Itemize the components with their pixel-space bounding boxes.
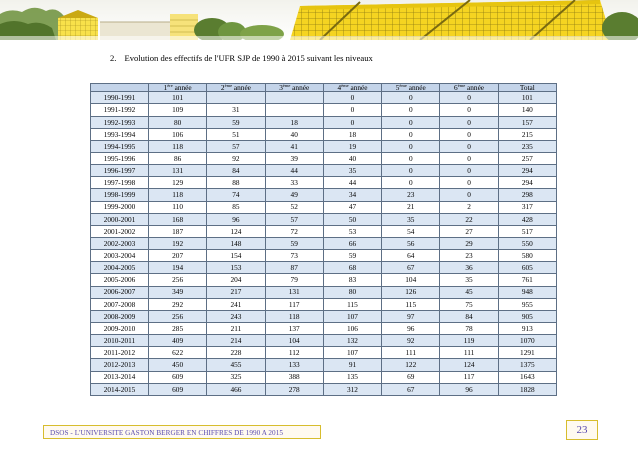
value-cell: 294 [498,165,556,177]
value-cell: 0 [440,153,498,165]
column-header-number: 5 [395,83,400,92]
value-cell: 312 [323,383,381,395]
value-cell: 118 [149,140,207,152]
value-cell: 153 [207,262,265,274]
value-cell: 68 [323,262,381,274]
year-cell: 2000-2001 [91,213,149,225]
value-cell: 56 [382,237,440,249]
column-header-suffix: année [290,83,310,92]
column-header-ordinal: ème [457,83,466,88]
value-cell: 85 [207,201,265,213]
value-cell: 243 [207,310,265,322]
column-header [498,84,556,92]
value-cell: 0 [440,104,498,116]
table-row [91,128,557,140]
year-cell: 2004-2005 [91,262,149,274]
value-cell: 59 [207,116,265,128]
year-cell: 1998-1999 [91,189,149,201]
value-cell: 54 [382,225,440,237]
value-cell: 18 [323,128,381,140]
value-cell: 115 [323,298,381,310]
column-header [382,84,440,92]
value-cell [265,92,323,104]
value-cell [207,92,265,104]
value-cell: 109 [149,104,207,116]
value-cell: 40 [265,128,323,140]
value-cell: 44 [265,165,323,177]
value-cell: 292 [149,298,207,310]
year-cell: 1991-1992 [91,104,149,116]
table-row [91,201,557,213]
column-header-ordinal: ème [399,83,407,88]
value-cell: 0 [382,128,440,140]
table-row [91,250,557,262]
table-row [91,213,557,225]
value-cell: 111 [440,347,498,359]
table-row [91,347,557,359]
value-cell: 97 [382,310,440,322]
column-header-ordinal: ème [341,83,349,88]
value-cell: 388 [265,371,323,383]
value-cell: 87 [265,262,323,274]
year-cell: 2013-2014 [91,371,149,383]
value-cell: 1643 [498,371,556,383]
value-cell: 96 [382,322,440,334]
value-cell: 349 [149,286,207,298]
value-cell: 0 [440,128,498,140]
value-cell: 106 [323,322,381,334]
section-title: Evolution des effectifs de l'UFR SJP de 1990 à 2015 suivant les niveaux [124,53,373,63]
table-row [91,225,557,237]
value-cell: 207 [149,250,207,262]
table-row [91,359,557,371]
year-cell: 2002-2003 [91,237,149,249]
value-cell: 609 [149,371,207,383]
value-cell: 2 [440,201,498,213]
column-header-ordinal: ère [167,83,173,88]
value-cell: 118 [265,310,323,322]
value-cell: 41 [265,140,323,152]
value-cell: 45 [440,286,498,298]
value-cell: 455 [207,359,265,371]
value-cell: 111 [382,347,440,359]
value-cell: 0 [440,177,498,189]
value-cell: 53 [323,225,381,237]
value-cell: 0 [440,92,498,104]
value-cell: 22 [440,213,498,225]
value-cell: 73 [265,250,323,262]
value-cell: 29 [440,237,498,249]
table-row [91,116,557,128]
value-cell: 0 [382,177,440,189]
value-cell: 0 [323,92,381,104]
value-cell: 91 [323,359,381,371]
value-cell: 86 [149,153,207,165]
value-cell: 0 [382,153,440,165]
value-cell: 124 [440,359,498,371]
value-cell: 122 [382,359,440,371]
value-cell: 609 [149,383,207,395]
value-cell: 57 [207,140,265,152]
table-header-row [91,84,557,92]
column-header-suffix: année [172,83,192,92]
value-cell: 118 [149,189,207,201]
value-cell: 23 [440,250,498,262]
value-cell [265,104,323,116]
value-cell: 428 [498,213,556,225]
value-cell: 256 [149,274,207,286]
year-cell: 1996-1997 [91,165,149,177]
table-row [91,383,557,395]
value-cell: 126 [382,286,440,298]
value-cell: 75 [440,298,498,310]
year-cell: 2014-2015 [91,383,149,395]
value-cell: 80 [149,116,207,128]
value-cell: 0 [440,116,498,128]
table-row [91,298,557,310]
column-header [149,84,207,92]
value-cell: 88 [207,177,265,189]
table-row [91,286,557,298]
value-cell: 74 [207,189,265,201]
table-row [91,262,557,274]
value-cell: 905 [498,310,556,322]
value-cell: 64 [382,250,440,262]
page-number: 23 [576,424,588,436]
column-header-suffix: année [232,83,251,92]
value-cell: 215 [498,128,556,140]
value-cell: 0 [440,140,498,152]
value-cell: 36 [440,262,498,274]
value-cell: 605 [498,262,556,274]
value-cell: 131 [149,165,207,177]
value-cell: 67 [382,383,440,395]
column-header-label: Total [519,83,535,92]
value-cell: 35 [382,213,440,225]
value-cell: 34 [323,189,381,201]
value-cell: 52 [265,201,323,213]
value-cell: 0 [382,140,440,152]
value-cell: 0 [382,165,440,177]
value-cell: 298 [498,189,556,201]
value-cell: 104 [265,335,323,347]
value-cell: 132 [323,335,381,347]
year-cell: 1999-2000 [91,201,149,213]
value-cell: 1291 [498,347,556,359]
table-row [91,274,557,286]
value-cell: 317 [498,201,556,213]
value-cell: 0 [323,116,381,128]
value-cell: 228 [207,347,265,359]
year-cell: 2010-2011 [91,335,149,347]
value-cell: 1070 [498,335,556,347]
column-header [207,84,265,92]
value-cell: 44 [323,177,381,189]
value-cell: 69 [382,371,440,383]
value-cell: 517 [498,225,556,237]
column-header-ordinal: ème [282,83,291,88]
value-cell: 101 [498,92,556,104]
value-cell: 0 [382,92,440,104]
value-cell: 466 [207,383,265,395]
value-cell: 96 [440,383,498,395]
column-header-suffix: année [465,83,485,92]
value-cell: 137 [265,322,323,334]
value-cell: 19 [323,140,381,152]
value-cell: 104 [382,274,440,286]
value-cell: 256 [149,310,207,322]
year-cell: 2005-2006 [91,274,149,286]
table-row [91,153,557,165]
column-header [91,84,149,92]
value-cell: 39 [265,153,323,165]
table-row [91,177,557,189]
enrollment-table [90,83,557,396]
value-cell: 154 [207,250,265,262]
value-cell: 0 [440,189,498,201]
value-cell: 23 [382,189,440,201]
value-cell: 92 [207,153,265,165]
year-cell: 2008-2009 [91,310,149,322]
column-header [265,84,323,92]
year-cell: 2006-2007 [91,286,149,298]
value-cell: 115 [382,298,440,310]
value-cell: 40 [323,153,381,165]
value-cell: 119 [440,335,498,347]
value-cell: 50 [323,213,381,225]
value-cell: 157 [498,116,556,128]
value-cell: 450 [149,359,207,371]
year-cell: 2009-2010 [91,322,149,334]
value-cell: 79 [265,274,323,286]
section-heading [110,53,373,63]
year-cell: 1997-1998 [91,177,149,189]
year-cell: 2003-2004 [91,250,149,262]
table-row [91,140,557,152]
value-cell: 117 [440,371,498,383]
value-cell: 106 [149,128,207,140]
value-cell: 84 [207,165,265,177]
value-cell: 955 [498,298,556,310]
enrollment-table-container [90,83,557,396]
year-cell: 1990-1991 [91,92,149,104]
year-cell: 1992-1993 [91,116,149,128]
value-cell: 194 [149,262,207,274]
year-cell: 1994-1995 [91,140,149,152]
value-cell: 21 [382,201,440,213]
column-header [440,84,498,92]
column-header-ordinal: ème [224,83,233,88]
value-cell: 35 [323,165,381,177]
value-cell: 135 [323,371,381,383]
year-cell: 2001-2002 [91,225,149,237]
value-cell: 187 [149,225,207,237]
table-row [91,371,557,383]
value-cell: 84 [440,310,498,322]
section-number: 2. [110,53,117,63]
footer-bar [43,425,321,439]
value-cell: 622 [149,347,207,359]
value-cell: 66 [323,237,381,249]
value-cell: 285 [149,322,207,334]
column-header [323,84,381,92]
year-cell: 1993-1994 [91,128,149,140]
value-cell: 192 [149,237,207,249]
value-cell: 33 [265,177,323,189]
table-row [91,165,557,177]
table-row [91,92,557,104]
value-cell: 92 [382,335,440,347]
footer-text: DSOS - L'UNIVERSITE GASTON BERGER EN CHIFFRES DE 1990 A 2015 [50,428,283,437]
value-cell: 96 [207,213,265,225]
value-cell: 129 [149,177,207,189]
value-cell: 0 [382,116,440,128]
value-cell: 409 [149,335,207,347]
table-row [91,104,557,116]
value-cell: 214 [207,335,265,347]
value-cell: 211 [207,322,265,334]
value-cell: 107 [323,347,381,359]
value-cell: 148 [207,237,265,249]
value-cell: 325 [207,371,265,383]
value-cell: 78 [440,322,498,334]
value-cell: 112 [265,347,323,359]
table-row [91,322,557,334]
value-cell: 59 [265,237,323,249]
column-header-number: 2 [220,83,225,92]
value-cell: 27 [440,225,498,237]
value-cell: 761 [498,274,556,286]
value-cell: 550 [498,237,556,249]
value-cell: 51 [207,128,265,140]
value-cell: 1375 [498,359,556,371]
value-cell: 241 [207,298,265,310]
value-cell: 257 [498,153,556,165]
table-row [91,310,557,322]
column-header-suffix: année [348,83,368,92]
value-cell: 913 [498,322,556,334]
value-cell: 124 [207,225,265,237]
value-cell: 1828 [498,383,556,395]
value-cell: 131 [265,286,323,298]
value-cell: 117 [265,298,323,310]
value-cell: 294 [498,177,556,189]
table-row [91,189,557,201]
building-photo-banner [0,0,638,40]
table-body [91,92,557,396]
value-cell: 278 [265,383,323,395]
value-cell: 140 [498,104,556,116]
value-cell: 49 [265,189,323,201]
table-row [91,237,557,249]
value-cell: 59 [323,250,381,262]
value-cell: 204 [207,274,265,286]
value-cell: 580 [498,250,556,262]
value-cell: 133 [265,359,323,371]
value-cell: 35 [440,274,498,286]
table-row [91,335,557,347]
value-cell: 0 [440,165,498,177]
value-cell: 57 [265,213,323,225]
value-cell: 101 [149,92,207,104]
value-cell: 31 [207,104,265,116]
year-cell: 2012-2013 [91,359,149,371]
value-cell: 110 [149,201,207,213]
column-header-suffix: année [406,83,426,92]
value-cell: 72 [265,225,323,237]
value-cell: 948 [498,286,556,298]
value-cell: 67 [382,262,440,274]
value-cell: 18 [265,116,323,128]
page-number-box [566,420,598,440]
column-header-number: 6 [454,83,458,92]
value-cell: 168 [149,213,207,225]
value-cell: 83 [323,274,381,286]
value-cell: 107 [323,310,381,322]
value-cell: 80 [323,286,381,298]
column-header-number: 1 [163,83,168,92]
year-cell: 2011-2012 [91,347,149,359]
column-header-number: 4 [337,83,342,92]
value-cell: 47 [323,201,381,213]
column-header-number: 3 [279,83,283,92]
year-cell: 1995-1996 [91,153,149,165]
value-cell: 217 [207,286,265,298]
value-cell: 0 [382,104,440,116]
value-cell: 235 [498,140,556,152]
value-cell: 0 [323,104,381,116]
year-cell: 2007-2008 [91,298,149,310]
